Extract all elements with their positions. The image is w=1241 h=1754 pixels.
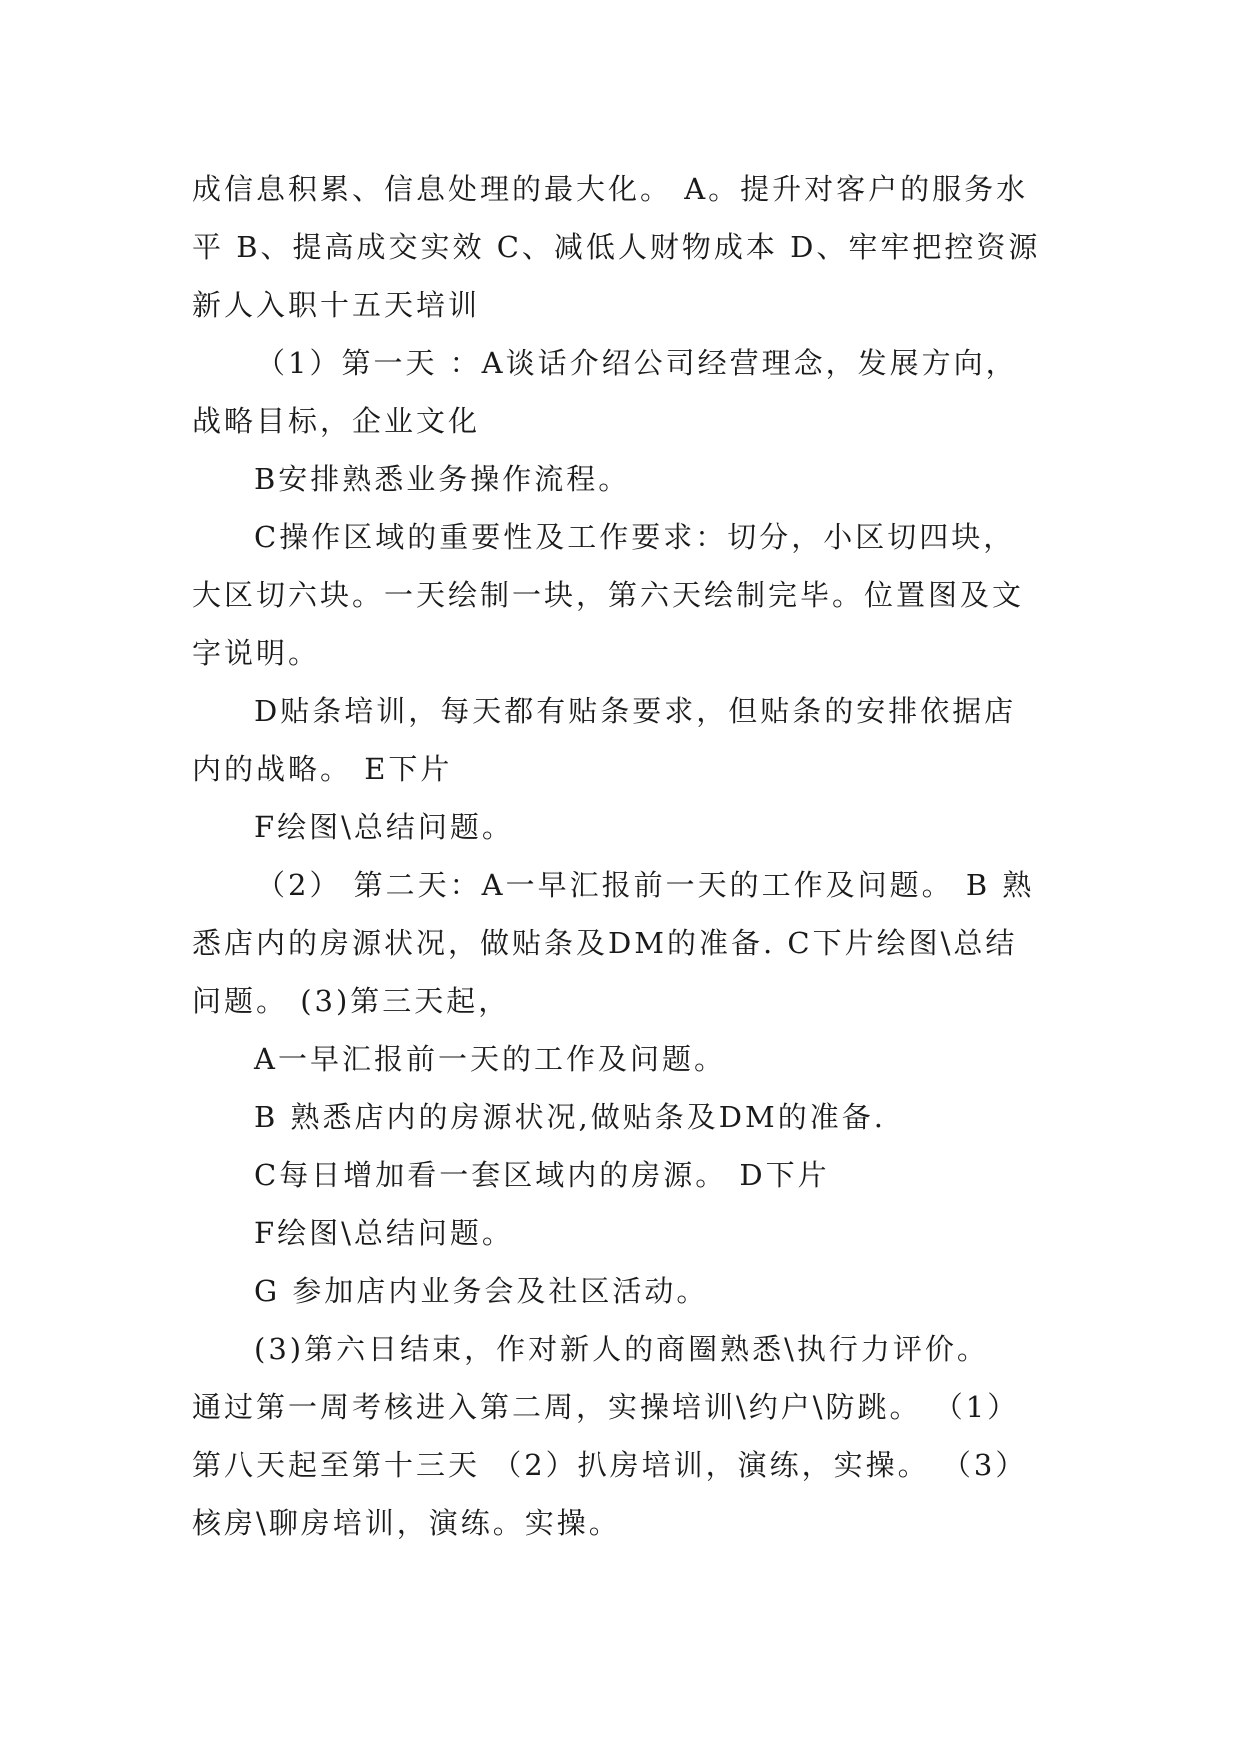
- text-line: F绘图\总结问题。: [254, 1216, 514, 1250]
- text-line: （1）第一天 ：A谈话介绍公司经营理念，发展方向，: [256, 346, 1018, 380]
- text-line: 战略目标，企业文化: [192, 404, 481, 438]
- text-line: 问题。 (3)第三天起，: [192, 984, 511, 1018]
- text-line: B 熟悉店内的房源状况,做贴条及DM的准备.: [254, 1100, 886, 1134]
- text-line: 内的战略。 E下片: [192, 752, 453, 786]
- text-line: 第八天起至第十三天 （2）扒房培训，演练，实操。 （3）: [192, 1448, 1028, 1482]
- document-body: [192, 160, 1072, 1552]
- text-line: D贴条培训，每天都有贴条要求，但贴条的安排依据店: [254, 694, 1017, 728]
- section-heading: 新人入职十五天培训: [192, 288, 481, 322]
- text-line: A一早汇报前一天的工作及问题。: [254, 1042, 726, 1076]
- text-line: 成信息积累、信息处理的最大化。 A。提升对客户的服务水: [192, 172, 1029, 206]
- text-line: 平 B、提高成交实效 C、减低人财物成本 D、牢牢把控资源: [192, 230, 1041, 264]
- text-line: （2） 第二天：A一早汇报前一天的工作及问题。 B 熟: [256, 868, 1035, 902]
- text-line: G 参加店内业务会及社区活动。: [254, 1274, 709, 1308]
- text-line: (3)第六日结束，作对新人的商圈熟悉\执行力评价。: [254, 1332, 989, 1366]
- text-line: 核房\聊房培训，演练。实操。: [192, 1506, 621, 1540]
- text-line: 通过第一周考核进入第二周，实操培训\约户\防跳。 （1）: [192, 1390, 1020, 1424]
- text-line: 悉店内的房源状况，做贴条及DM的准备. C下片绘图\总结: [192, 926, 1018, 960]
- text-line: C操作区域的重要性及工作要求：切分，小区切四块，: [254, 520, 1016, 554]
- text-line: B安排熟悉业务操作流程。: [254, 462, 631, 496]
- text-line: 字说明。: [192, 636, 321, 670]
- text-line: C每日增加看一套区域内的房源。 D下片: [254, 1158, 830, 1192]
- text-line: F绘图\总结问题。: [254, 810, 514, 844]
- text-line: 大区切六块。一天绘制一块，第六天绘制完毕。位置图及文: [192, 578, 1025, 612]
